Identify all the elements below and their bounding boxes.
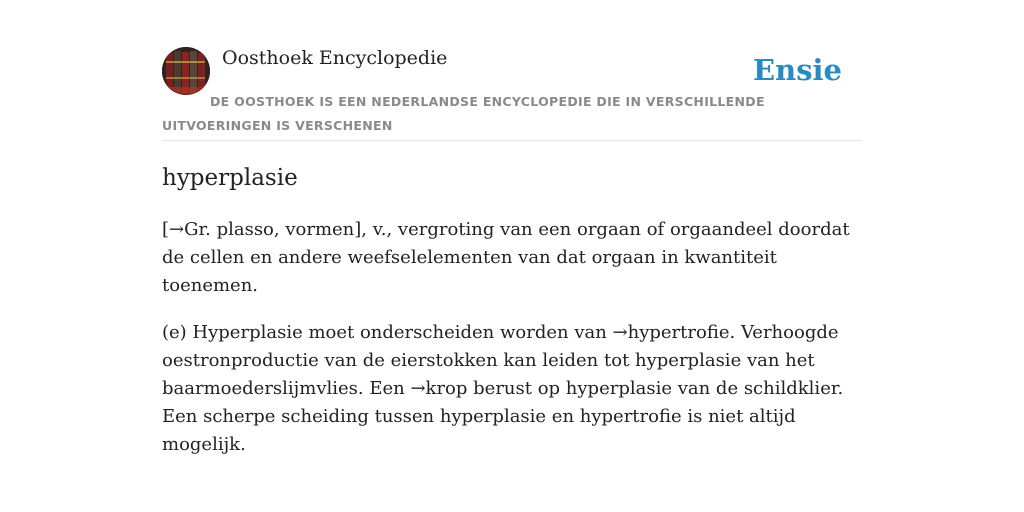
paragraph-1-text: Gr. plasso, vormen], v., vergroting van een orgaan of orgaandeel doordat de cellen en andere weefselelementen van dat orgaan in kwantiteit toenemen. [162, 219, 850, 296]
site-tagline: DE OOSTHOEK IS EEN NEDERLANDSE ENCYCLOPEDIE DIE IN VERSCHILLENDE UITVOERINGEN IS VERSCHENEN [162, 94, 765, 133]
paragraph-2-text-start: (e) Hyperplasie moet onderscheiden worden van [162, 322, 613, 343]
crossref-link-hypertrofie[interactable] [613, 322, 730, 343]
site-header [162, 46, 862, 141]
article [162, 161, 862, 459]
article-title: hyperplasie [162, 165, 298, 191]
arrow-icon: → [410, 378, 426, 399]
crossref-label-hypertrofie: hypertrofie [627, 322, 730, 343]
article-paragraph-1: [→Gr. plasso, vormen], v., vergroting van een orgaan of orgaandeel doordat de cellen en andere weefselelementen van dat orgaan in kwantiteit toenemen. [162, 219, 850, 296]
crossref-link-krop[interactable] [410, 378, 467, 399]
arrow-icon: → [612, 322, 628, 343]
encyclopedia-books-icon[interactable] [162, 47, 210, 95]
paragraph-2-text-end: berust op hyperplasie van de schildklier. Een scherpe scheiding tussen hyperplasie en hypertrofie is niet altijd mogelijk. [162, 378, 844, 455]
site-title[interactable]: Oosthoek Encyclopedie [222, 47, 448, 69]
paragraph-2-text-middle: . Verhoogde oestronproductie van de eierstokken kan leiden tot hyperplasie van het baarmoederslijmvlies. Een [162, 322, 839, 399]
arrow-icon: → [169, 219, 185, 240]
crossref-label-krop: krop [425, 378, 468, 399]
article-paragraph-2 [162, 319, 862, 459]
brand-logo-link[interactable]: Ensie [753, 53, 842, 87]
